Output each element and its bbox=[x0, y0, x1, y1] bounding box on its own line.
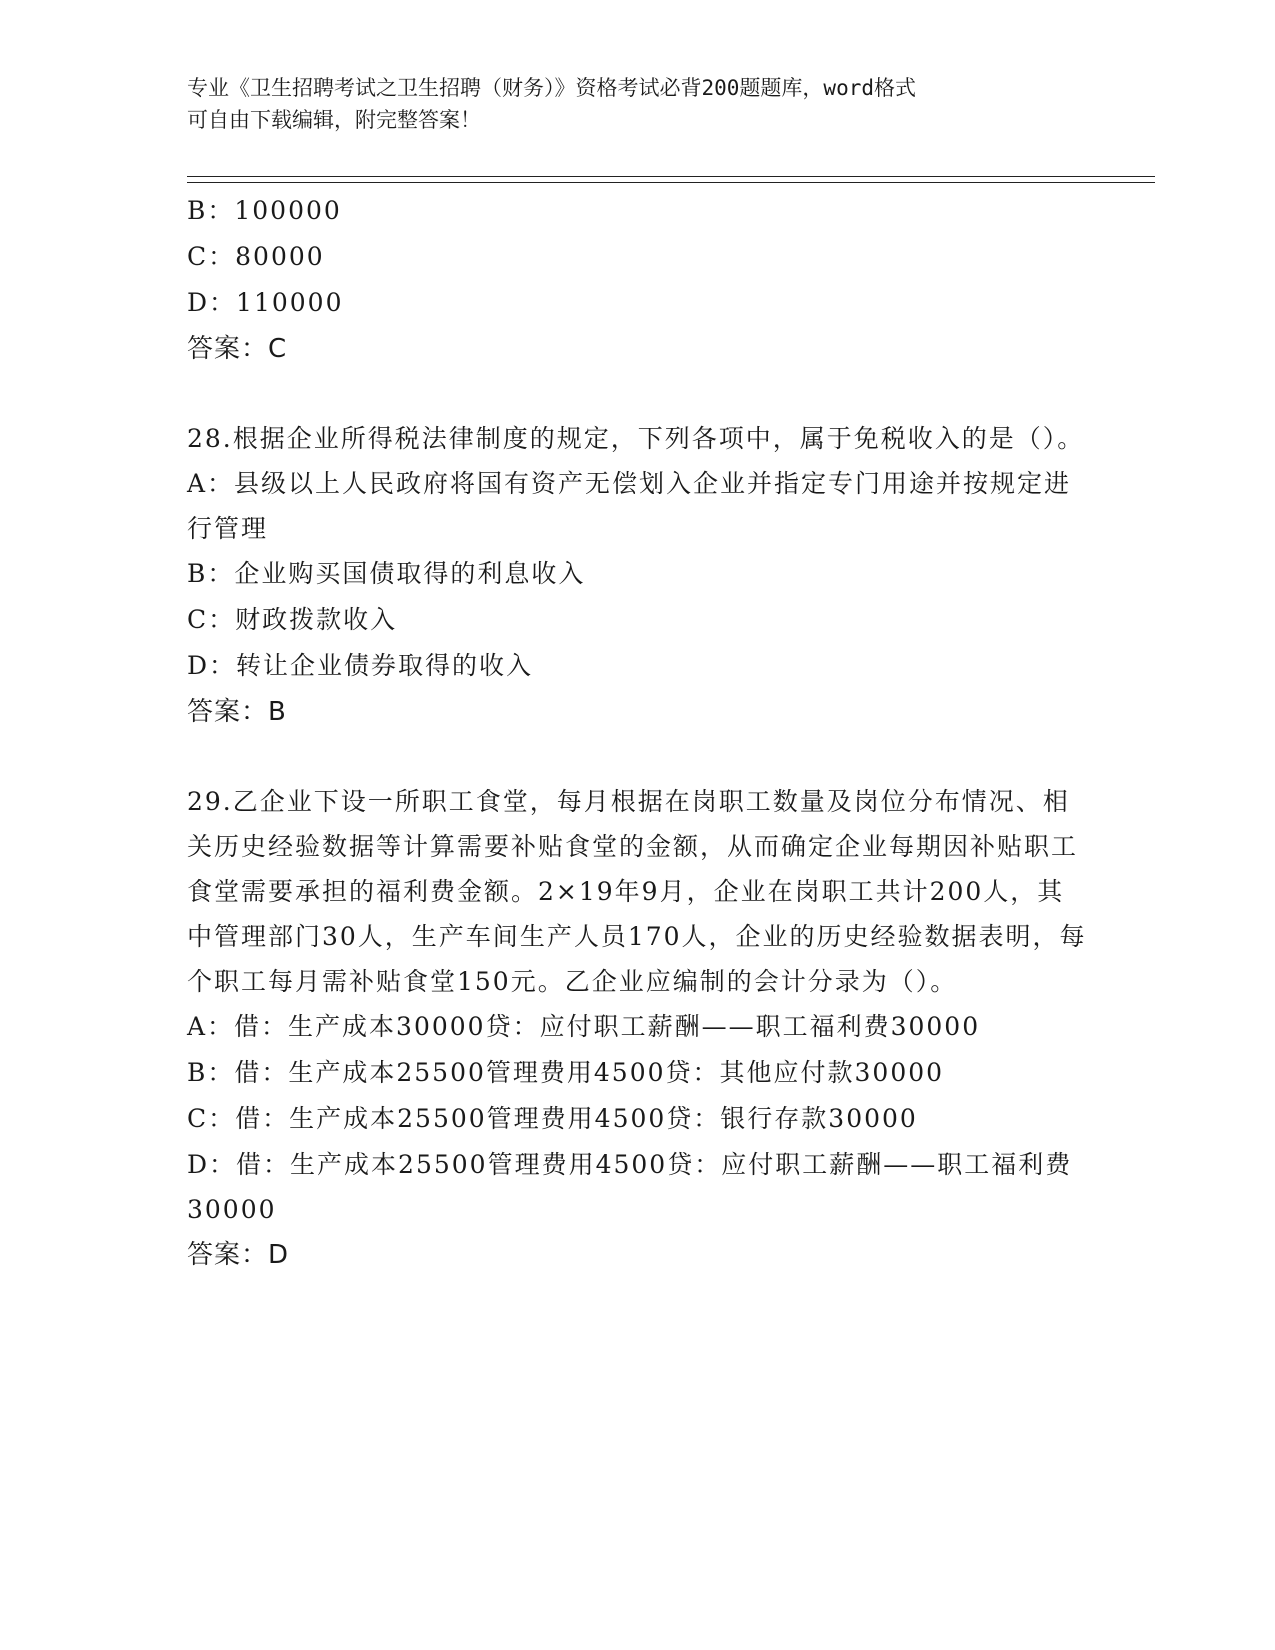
document-header bbox=[187, 72, 1067, 136]
answer: 答案：C bbox=[187, 334, 288, 364]
document-body bbox=[187, 188, 1087, 1278]
option-a: A：县级以上人民政府将国有资产无偿划入企业并指定专门用途并按规定进行管理 bbox=[187, 469, 1072, 543]
option-b: B：企业购买国债取得的利息收入 bbox=[187, 559, 586, 588]
prev-question bbox=[187, 188, 1087, 372]
question-28 bbox=[187, 416, 1087, 735]
option-d: D：借：生产成本25500管理费用4500贷：应付职工薪酬——职工福利费30000 bbox=[187, 1150, 1073, 1224]
option-d: D：转让企业债券取得的收入 bbox=[187, 651, 534, 680]
question-stem: 28.根据企业所得税法律制度的规定，下列各项中，属于免税收入的是（）。 bbox=[187, 424, 1085, 453]
answer: 答案：B bbox=[187, 697, 287, 727]
header-divider-bottom bbox=[187, 182, 1155, 183]
header-divider-top bbox=[187, 176, 1155, 177]
option-a: A：借：生产成本30000贷：应付职工薪酬——职工福利费30000 bbox=[187, 1012, 981, 1041]
question-29 bbox=[187, 779, 1087, 1278]
answer: 答案：D bbox=[187, 1240, 290, 1270]
header-line-2: 可自由下载编辑，附完整答案！ bbox=[187, 108, 481, 132]
option-c: C：借：生产成本25500管理费用4500贷：银行存款30000 bbox=[187, 1104, 918, 1133]
header-line-1: 专业《卫生招聘考试之卫生招聘（财务）》资格考试必背200题题库，word格式 bbox=[187, 76, 916, 100]
option-b: B：100000 bbox=[187, 196, 342, 225]
option-d: D：110000 bbox=[187, 288, 344, 317]
option-c: C：财政拨款收入 bbox=[187, 605, 398, 634]
option-c: C：80000 bbox=[187, 242, 325, 271]
question-stem: 29.乙企业下设一所职工食堂，每月根据在岗职工数量及岗位分布情况、相关历史经验数据等计算需要补贴食堂的金额，从而确定企业每期因补贴职工食堂需要承担的福利费金额。2×19年9月，企业在岗职工共计200人，其中管理部门30人，生产车间生产人员170人，企业的历史经验数据表明，每个职工每月需补贴食堂150元。乙企业应编制的会计分录为（）。 bbox=[187, 787, 1087, 996]
option-b: B：借：生产成本25500管理费用4500贷：其他应付款30000 bbox=[187, 1058, 945, 1087]
